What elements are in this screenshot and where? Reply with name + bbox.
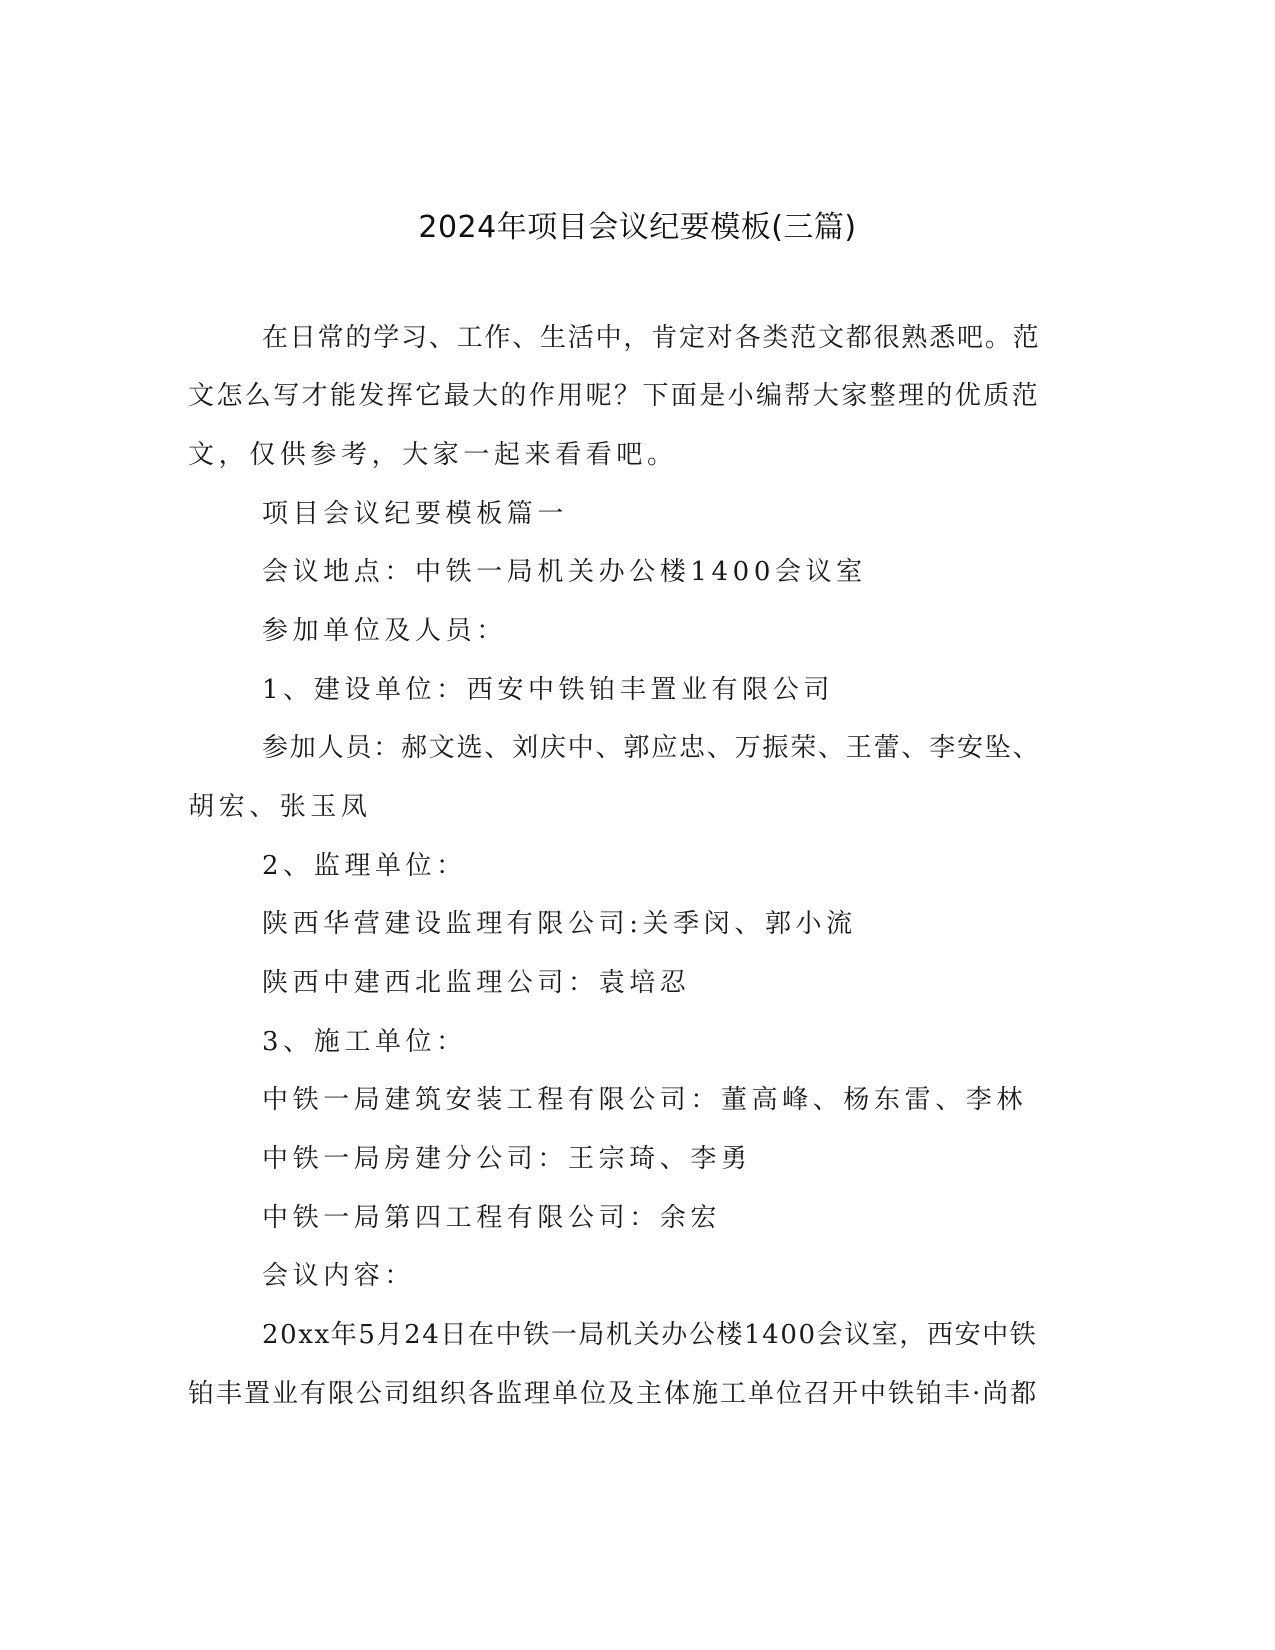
paragraph-line: 20xx年5月24日在中铁一局机关办公楼1400会议室，西安中铁 <box>262 1320 1038 1350</box>
paragraph-line: 参加单位及人员： <box>262 616 507 646</box>
paragraph-line: 文怎么写才能发挥它最大的作用呢？下面是小编帮大家整理的优质范 <box>188 381 1041 411</box>
paragraph-line: 2、监理单位： <box>262 851 467 881</box>
paragraph-line: 中铁一局第四工程有限公司：余宏 <box>262 1203 722 1233</box>
paragraph-line: 中铁一局房建分公司：王宗琦、李勇 <box>262 1144 752 1174</box>
paragraph-line: 会议地点：中铁一局机关办公楼1400会议室 <box>262 557 867 587</box>
paragraph-line: 参加人员：郝文选、刘庆中、郭应忠、万振荣、王蕾、李安坠、 <box>262 733 1041 763</box>
paragraph-line: 铂丰置业有限公司组织各监理单位及主体施工单位召开中铁铂丰·尚都 <box>188 1379 1039 1409</box>
section-heading: 项目会议纪要模板篇一 <box>262 499 569 529</box>
paragraph-line: 3、施工单位： <box>262 1027 467 1057</box>
document-title: 2024年项目会议纪要模板(三篇) <box>418 210 857 245</box>
paragraph-line: 陕西中建西北监理公司：袁培忍 <box>262 968 691 998</box>
paragraph-line: 胡宏、张玉凤 <box>188 792 372 822</box>
paragraph-line: 文，仅供参考，大家一起来看看吧。 <box>188 440 678 470</box>
paragraph-line: 会议内容： <box>262 1261 416 1291</box>
paragraph-line: 陕西华营建设监理有限公司:关季闵、郭小流 <box>262 909 857 939</box>
paragraph-line: 1、建设单位：西安中铁铂丰置业有限公司 <box>262 675 834 705</box>
paragraph-line: 中铁一局建筑安装工程有限公司：董高峰、杨东雷、李林 <box>262 1085 1028 1115</box>
paragraph-line: 在日常的学习、工作、生活中，肯定对各类范文都很熟悉吧。范 <box>262 323 1041 353</box>
